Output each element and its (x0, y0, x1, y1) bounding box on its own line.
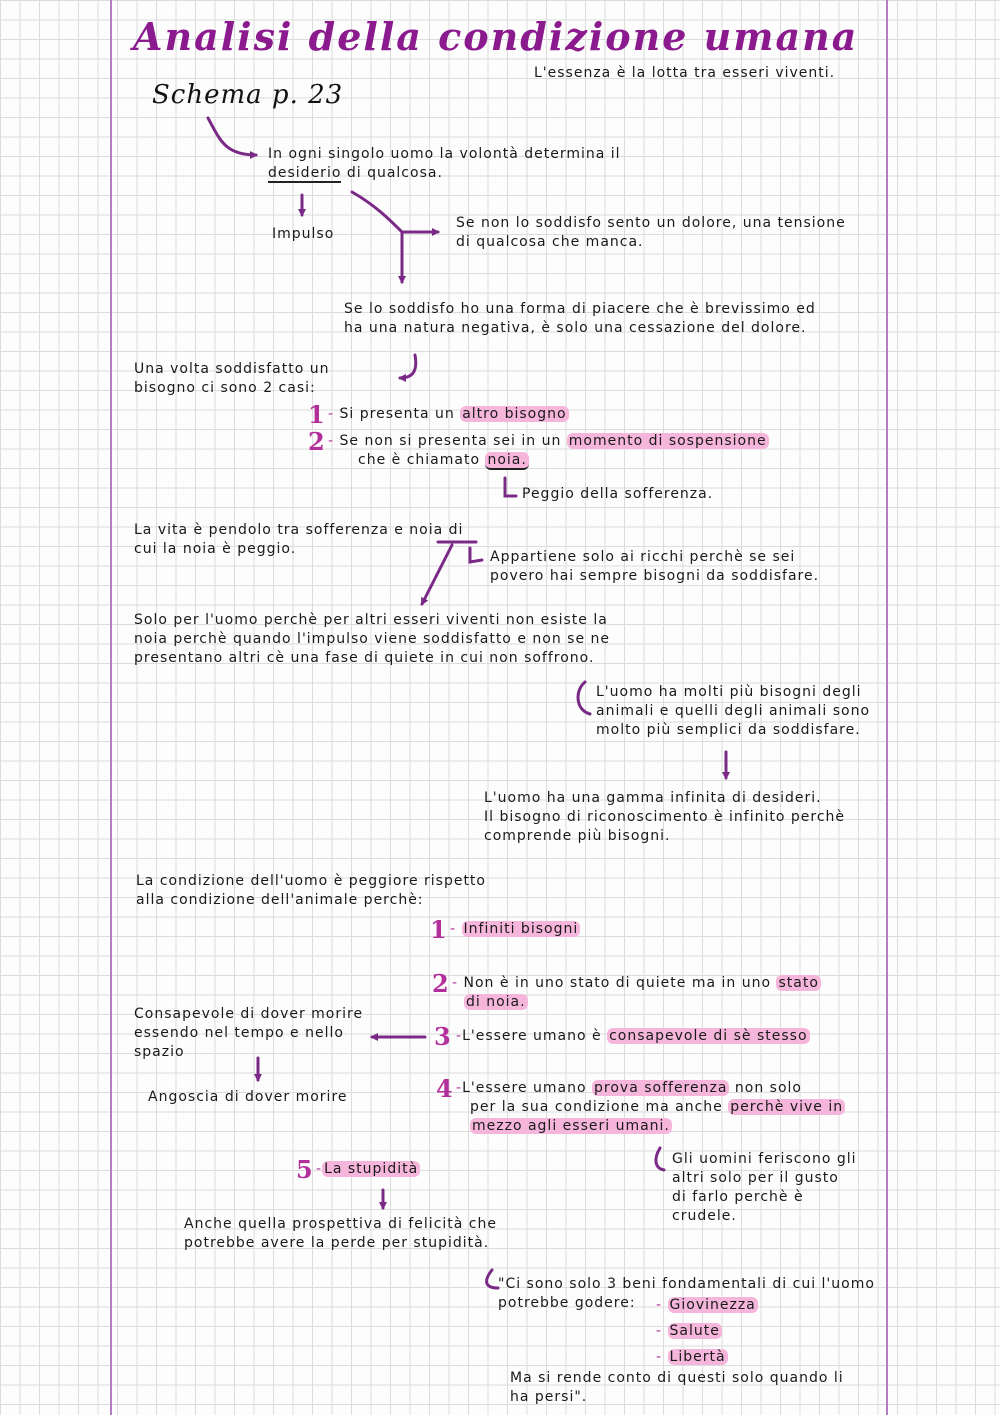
angoscia-text: Angoscia di dover morire (148, 1089, 348, 1105)
caso-1-text: - Si presenta un altro bisogno (328, 406, 567, 422)
caso-1-highlight: altro bisogno (462, 406, 567, 422)
gamma-line1: L'uomo ha una gamma infinita di desideri. (484, 790, 822, 806)
volonta-line2-rest: di qualcosa. (341, 165, 443, 181)
feriscono-line2: altri solo per il gusto (672, 1170, 839, 1186)
prospettiva-line1: Anche quella prospettiva di felicità che (184, 1216, 497, 1232)
condizione-block (136, 872, 486, 910)
reason-3-pre: L'essere umano è (462, 1028, 608, 1044)
reason-4-pre: L'essere umano (462, 1080, 593, 1096)
hook-beni (487, 1270, 498, 1288)
reason-2-line2 (452, 993, 821, 1012)
feriscono-block (672, 1150, 857, 1226)
beni-item-3: - Libertà (656, 1349, 726, 1365)
caso-2-line1: - Se non si presenta sei in un momento di sospensione (328, 433, 767, 449)
condizione-line1: La condizione dell'uomo è peggiore rispetto (136, 873, 486, 889)
volonta-line2 (268, 164, 621, 183)
feriscono-line1: Gli uomini feriscono gli (672, 1151, 857, 1167)
beni-item-2: - Salute (656, 1323, 720, 1339)
caso-2-pre: Se non si presenta sei in un (339, 433, 567, 449)
reason-4-text (456, 1079, 845, 1136)
consapevole-line2: essendo nel tempo e nello (134, 1025, 344, 1041)
beni-end-line2: ha persi". (510, 1389, 588, 1405)
desiderio-word: desiderio (268, 165, 342, 181)
pendolo-line2: cui la noia è peggio. (134, 541, 297, 557)
reason-1-highlight: Infiniti bisogni (463, 921, 579, 937)
reason-3-number: 3 (434, 1022, 451, 1051)
consapevole-line1: Consapevole di dover morire (134, 1006, 364, 1022)
gamma-line2: Il bisogno di riconoscimento è infinito perchè (484, 809, 846, 825)
hook-bisogni-animali (578, 682, 590, 714)
reason-1-text: - Infiniti bisogni (450, 921, 579, 937)
reason-3-text: -L'essere umano è consapevole di sè stesso (456, 1028, 808, 1044)
reason-2-highlight-2: di noia. (466, 994, 526, 1010)
reason-5-highlight: La stupidità (324, 1161, 419, 1177)
reason-2-pre: Non è in uno stato di quiete ma in uno (463, 975, 777, 991)
condizione-line2: alla condizione dell'animale perchè: (136, 892, 424, 908)
soddisfatto-line2: bisogno ci sono 2 casi: (134, 380, 316, 396)
arrow-to-soddisfatto (400, 355, 416, 378)
solo-uomo-block (134, 611, 610, 668)
pendolo-pre: La vita è pendolo tra sofferenza e (134, 522, 410, 538)
reason-4-number: 4 (436, 1074, 453, 1103)
feriscono-line3: di farlo perchè è (672, 1189, 804, 1205)
arrow-branch (352, 192, 402, 232)
schema-reference: Schema p. 23 (152, 80, 344, 110)
ricchi-line1: Appartiene solo ai ricchi perchè se sei (490, 549, 796, 565)
consapevole-block (134, 1005, 363, 1062)
volonta-line1: In ogni singolo uomo la volontà determina il (268, 146, 621, 162)
reason-2-line1: - Non è in uno stato di quiete ma in uno stato (452, 975, 819, 991)
reason-4-line2 (456, 1098, 845, 1117)
caso-1-number: 1 (308, 400, 325, 429)
caso-2-line2 (328, 451, 769, 470)
essenza-text: L'essenza è la lotta tra esseri viventi. (534, 65, 836, 81)
reason-4-post: non solo (729, 1080, 802, 1096)
caso-2-line2-pre: che è chiamato (358, 452, 486, 468)
soddisfo-line2: ha una natura negativa, è solo una cessazione del dolore. (344, 320, 807, 336)
reason-4-highlight-2: perchè vive in (730, 1099, 844, 1115)
reason-4-line1: -L'essere umano prova sofferenza non solo (456, 1080, 802, 1096)
reason-2-text (452, 974, 821, 1012)
soddisfo-block (344, 300, 816, 338)
page-title: Analisi della condizione umana (133, 14, 859, 59)
reason-3-highlight: consapevole di sè stesso (609, 1028, 808, 1044)
ricchi-block (490, 548, 819, 586)
beni-item-1: - Giovinezza (656, 1297, 756, 1313)
solo-uomo-line1: Solo per l'uomo perchè per altri esseri viventi non esiste la (134, 612, 608, 628)
hook-feriscono (656, 1148, 664, 1170)
soddisfatto-line1: Una volta soddisfatto un (134, 361, 330, 377)
hook-ricchi (470, 548, 482, 562)
beni-item-label: Giovinezza (669, 1297, 756, 1313)
prospettiva-line2: potrebbe avere la perde per stupidità. (184, 1235, 490, 1251)
volonta-block (268, 145, 621, 183)
soddisfo-line1: Se lo soddisfo ho una forma di piacere che è brevissimo ed (344, 301, 816, 317)
beni-end-line1: Ma si rende conto di questi solo quando li (510, 1370, 844, 1386)
gamma-line3: comprende più bisogni. (484, 828, 671, 844)
reason-4-highlight-3: mezzo agli esseri umani. (472, 1118, 670, 1134)
caso-2-text (328, 432, 769, 470)
bisogni-animali-line1: L'uomo ha molti più bisogni degli (596, 684, 862, 700)
reason-1-number: 1 (430, 915, 447, 944)
caso-1-pre: Si presenta un (339, 406, 461, 422)
beni-end (510, 1369, 844, 1407)
bisogni-animali-line3: molto più semplici da soddisfare. (596, 722, 861, 738)
pendolo-line1 (134, 521, 463, 540)
beni-line1: "Ci sono solo 3 beni fondamentali di cui l'uomo (498, 1276, 875, 1292)
pendolo-noia: noia (409, 522, 444, 538)
prospettiva-block (184, 1215, 497, 1253)
non-soddisfo-line2: di qualcosa che manca. (456, 234, 644, 250)
beni-item-label: Libertà (669, 1349, 726, 1365)
reason-5-text: - La stupidità (316, 1161, 419, 1177)
non-soddisfo-block (456, 214, 846, 252)
non-soddisfo-line1: Se non lo soddisfo sento un dolore, una tensione (456, 215, 846, 231)
bisogni-animali-line2: animali e quelli degli animali sono (596, 703, 871, 719)
reason-4-highlight: prova sofferenza (594, 1080, 728, 1096)
gamma-block (484, 789, 845, 846)
hook-peggio (505, 478, 516, 496)
beni-item-label: Salute (669, 1323, 720, 1339)
reason-2-number: 2 (432, 969, 449, 998)
ricchi-line2: povero hai sempre bisogni da soddisfare. (490, 568, 820, 584)
arrow-schema-to-volonta (208, 118, 256, 155)
caso-2-highlight: momento di sospensione (568, 433, 767, 449)
feriscono-line4: crudele. (672, 1208, 737, 1224)
soddisfatto-block (134, 360, 329, 398)
solo-uomo-line2: noia perchè quando l'impulso viene soddisfatto e non se ne (134, 631, 610, 647)
peggio-text: Peggio della sofferenza. (522, 486, 714, 502)
reason-5-number: 5 (296, 1155, 313, 1184)
impulso-label: Impulso (272, 226, 335, 242)
bisogni-animali-block (596, 683, 870, 740)
pendolo-block (134, 521, 463, 559)
beni-line2: potrebbe godere: (498, 1295, 636, 1311)
pendolo-post: di (443, 522, 464, 538)
consapevole-line3: spazio (134, 1044, 185, 1060)
noia-highlight: noia. (487, 452, 527, 468)
solo-uomo-line3: presentano altri cè una fase di quiete in cui non soffrono. (134, 650, 595, 666)
reason-4-line2-pre: per la sua condizione ma anche (470, 1099, 729, 1115)
reason-4-line3 (456, 1117, 845, 1136)
caso-2-number: 2 (308, 427, 325, 456)
reason-2-highlight: stato (778, 975, 819, 991)
